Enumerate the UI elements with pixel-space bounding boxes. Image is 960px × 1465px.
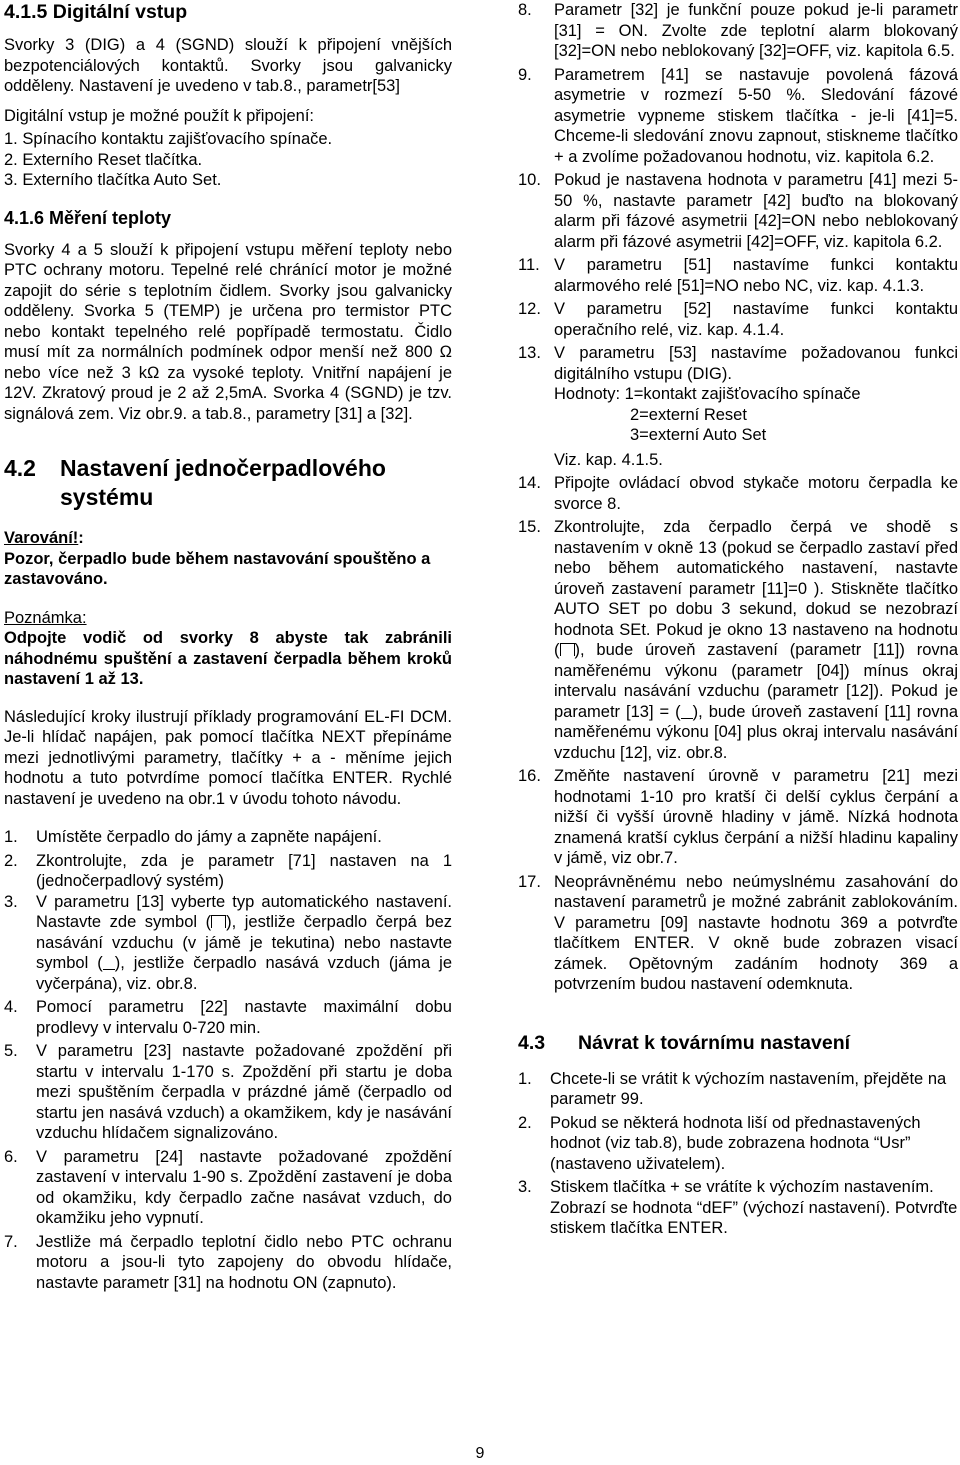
section-4-2-number: 4.2 — [4, 455, 36, 481]
section-4-1-6-paragraph: Svorky 4 a 5 slouží k připojení vstupu měření teploty nebo PTC ochrany motoru. Tepelné relé chránící motor je možné zapojit do série s teplotním čidlem. Svorky jsou galvanicky odděleny. Svorka 5 (TEMP) je určena pro termistor PTC nebo kontakt tepelného relé popřípadě termostatu. Čidlo musí mít za normálních podmínek odpor menší než 800 Ω nebo více než 3 kΩ za vysoké teploty. Vnitřní napájení je 12V. Zkratový proud je 2 až 2,5mA. Svorka 4 (SGND) je tzv. signálová zem. Viz obr.9. a tab.8., parametry [31] a [32]. — [4, 240, 452, 423]
section-4-2-title: Nastavení jednočerpadlového systému — [60, 455, 386, 510]
warning — [4, 528, 452, 549]
hodnoty-block — [518, 384, 958, 470]
list-item: 15. Zkontrolujte, zda čerpadlo čerpá ve shodě s nastavením v okně 13 (pokud se čerpadlo zastaví před nebo během automatického nastavení, nastavte úroveň zastavení parametr [11]=0 ). Stiskněte tlačítko AUTO SET po dobu 3 sekund, dokud se nezobrazí hodnota SEt. Pokud je okno 13 nastaveno na hodnotu ( ), bude úroveň zastavení (parametr [11]) rovna naměřenému výkonu (parametr [04]) mínus okraj intervalu nasávání vzduchu (parametr [12]). Pokud je parametr [13] = ( ), bude úroveň zastavení [11] rovna naměřenému výkonu [04] plus okraj intervalu nasávání vzduchu [12], viz. obr.8. — [518, 518, 958, 762]
list-item: 3. Externího tlačítka Auto Set. — [4, 171, 222, 189]
hodnoty-line: 3=externí Auto Set — [630, 426, 767, 444]
list-item: 7. Jestliže má čerpadlo teplotní čidlo nebo PTC ochranu motoru a jsou-li tyto zapojeny do obvodu hlídače, nastavte parametr [31] na hodnotu ON (zapnuto). — [4, 1232, 452, 1292]
list-item: 3. V parametru [13] vyberte typ automatického nastavení. Nastavte zde symbol ( ), jestliže čerpadlo čerpá bez nasávání vzduchu (v jámě je tekutina) nebo nastavte symbol ( ), jestliže čerpadlo nasává vzduch (jáma je vyčerpána), viz. obr.8. — [4, 892, 453, 993]
list-item: 5. V parametru [23] nastavte požadované zpoždění při startu v intervalu 1-170 s. Zpoždění při startu je doba mezi spuštěním čerpadla v prázdné jámě (čerpadlo od startu jen nasává vzduch) a okamžikem, kdy je nasávání vzduchu hlídačem signalizováno. — [4, 1042, 452, 1142]
factory-reset-steps — [518, 1069, 958, 1239]
left-column — [4, 0, 452, 1293]
warning-colon: : — [78, 529, 84, 547]
warning-label: Varování! — [4, 529, 79, 547]
hodnoty-line: Hodnoty: 1=kontakt zajišťovacího spínače — [554, 385, 861, 403]
right-column — [518, 0, 958, 1239]
section-4-3-title: Návrat k továrnímu nastavení — [578, 1031, 851, 1054]
section-4-1-5-paragraph: Svorky 3 (DIG) a 4 (SGND) slouží k připojení vnějších bezpotenciálových kontaktů. Svorky jsou galvanicky odděleny. Nastavení je uvedeno v tab.8., parametr[53] — [4, 36, 452, 95]
list-item: 2. Externího Reset tlačítka. — [4, 150, 203, 169]
section-4-1-5-title: 4.1.5 Digitální vstup — [4, 1, 188, 23]
list-item: 6. V parametru [24] nastavte požadované zpoždění zastavení v intervalu 1-90 s. Zpoždění zastavení je doba od okamžiku, kdy čerpadlo začne nasávat vzduch, do okamžiku jeho vypnutí. — [4, 1147, 452, 1227]
viz-kap: Viz. kap. 4.1.5. — [554, 450, 663, 469]
list-item: 9. Parametrem [41] se nastavuje povolená fázová asymetrie v rozmezí 5-50 %. Sledování fázové asymetrie vypneme stiskem tlačítka - je-li [41]=5. Chceme-li sledování znovu zapnout, stiskneme tlačítko + a zvolíme požadovanou hodnotu, viz. kapitola 6.2. — [518, 65, 958, 166]
list-item: 1. Chcete-li se vrátit k výchozím nastavením, přejděte na parametr 99. — [518, 1069, 947, 1108]
list-item: 10. Pokud je nastavena hodnota v parametru [41] mezi 5-50 %, nastavte parametr [42] buďto na blokovaný alarm při fázové asymetrii [42]=ON nebo neblokovaný alarm při fázové asymetrii [42]=OFF, viz. kapitola 6.2. — [518, 171, 958, 251]
note-label-line — [4, 608, 452, 629]
page-number: 9 — [475, 1445, 485, 1462]
pump-symbol-icon — [211, 915, 226, 928]
list-item: 1. Spínacího kontaktu zajišťovacího spínače. — [4, 130, 333, 148]
list-item: 3. Stiskem tlačítka + se vrátíte k výchozím nastavením. Zobrazí se hodnota “dEF” (výchozí nastavení). Potvrďte stiskem tlačítka ENTER. — [518, 1178, 958, 1237]
note-label: Poznámka: — [4, 608, 87, 627]
section-4-3-heading — [518, 1031, 958, 1055]
underscore-symbol-icon — [103, 955, 115, 970]
list-item: 2. Zkontrolujte, zda je parametr [71] nastaven na 1 (jednočerpadlový systém) — [4, 851, 452, 890]
setup-steps-right — [518, 0, 958, 384]
list-item: 12. V parametru [52] nastavíme funkci kontaktu operačního relé, viz. kap. 4.1.4. — [518, 300, 958, 339]
underscore-symbol-icon — [681, 704, 693, 719]
list-item: 14. Připojte ovládací obvod stykače motoru čerpadla ke svorce 8. — [518, 474, 958, 513]
list-item: 16. Změňte nastavení úrovně v parametru [21] mezi hodnotami 1-10 pro kratší či delší cyklus čerpání a nižší či vyšší úrovně hladiny v jámě. Nízká hodnota znamená kratší cyklus čerpání a nižší hladinu kapaliny v jámě, viz obr.7. — [518, 767, 958, 867]
section-4-1-6-title: 4.1.6 Měření teploty — [4, 207, 172, 228]
list-item: 11. V parametru [51] nastavíme funkci kontaktu alarmového relé [51]=NO nebo NC, viz. kap. 4.1.3. — [518, 256, 958, 295]
list-item: 4. Pomocí parametru [22] nastavte maximální dobu prodlevy v intervalu 0-720 min. — [4, 998, 452, 1037]
section-4-2-heading — [4, 454, 452, 512]
note-text: Odpojte vodič od svorky 8 abyste tak zabránili náhodnému spuštění a zastavení čerpadla během kroků nastavení 1 až 13. — [4, 629, 452, 688]
list-item: 2. Pokud se některá hodnota liší od přednastavených hodnot (viz tab.8), bude zobrazena hodnota “Usr” (nastaveno uživatelem). — [518, 1113, 921, 1173]
list-item: 8. Parametr [32] je funkční pouze pokud je-li parametr [31] = ON. Zvolte zde teplotní alarm blokovaný [32]=ON nebo neblokovaný [32]=OFF, viz. kapitola 6.5. — [518, 1, 958, 60]
hodnoty-line: 2=externí Reset — [630, 405, 747, 424]
list-item: 1. Umístěte čerpadlo do jámy a zapněte napájení. — [4, 828, 382, 846]
section-4-1-5-intro: Digitální vstup je možné použít k připojení: — [4, 106, 314, 125]
intro-paragraph: Následující kroky ilustrují příklady programování EL-FI DCM. Je-li hlídač napájen, pak pomocí tlačítka NEXT přepínáme mezi jednotlivými parametry, tlačítky + a - měníme jejich hodnotu a tuto potvrdíme pomocí tlačítka ENTER. Rychlé nastavení je uvedeno na obr.1 v úvodu tohoto návodu. — [4, 707, 452, 808]
list-item: 17. Neoprávněnému nebo neúmyslnému zasahování do nastavení parametrů je možné zabránit zablokováním. V parametru [09] nastavte hodnotu 369 a potvrďte tlačítkem ENTER. V okně bude zobrazen visací zámek. Opětovným zadáním hodnoty 369 a potvrzením budou nastavení odemknuta. — [518, 872, 958, 993]
section-4-3-number: 4.3 — [518, 1031, 546, 1054]
setup-steps-left — [4, 827, 452, 1293]
warning-text: Pozor, čerpadlo bude během nastavování spouštěno a zastavováno. — [4, 549, 431, 588]
setup-steps-right-2 — [518, 473, 958, 995]
list-item: 13. V parametru [53] nastavíme požadovanou funkci digitálního vstupu (DIG). — [518, 344, 958, 383]
pump-symbol-icon — [560, 643, 575, 656]
